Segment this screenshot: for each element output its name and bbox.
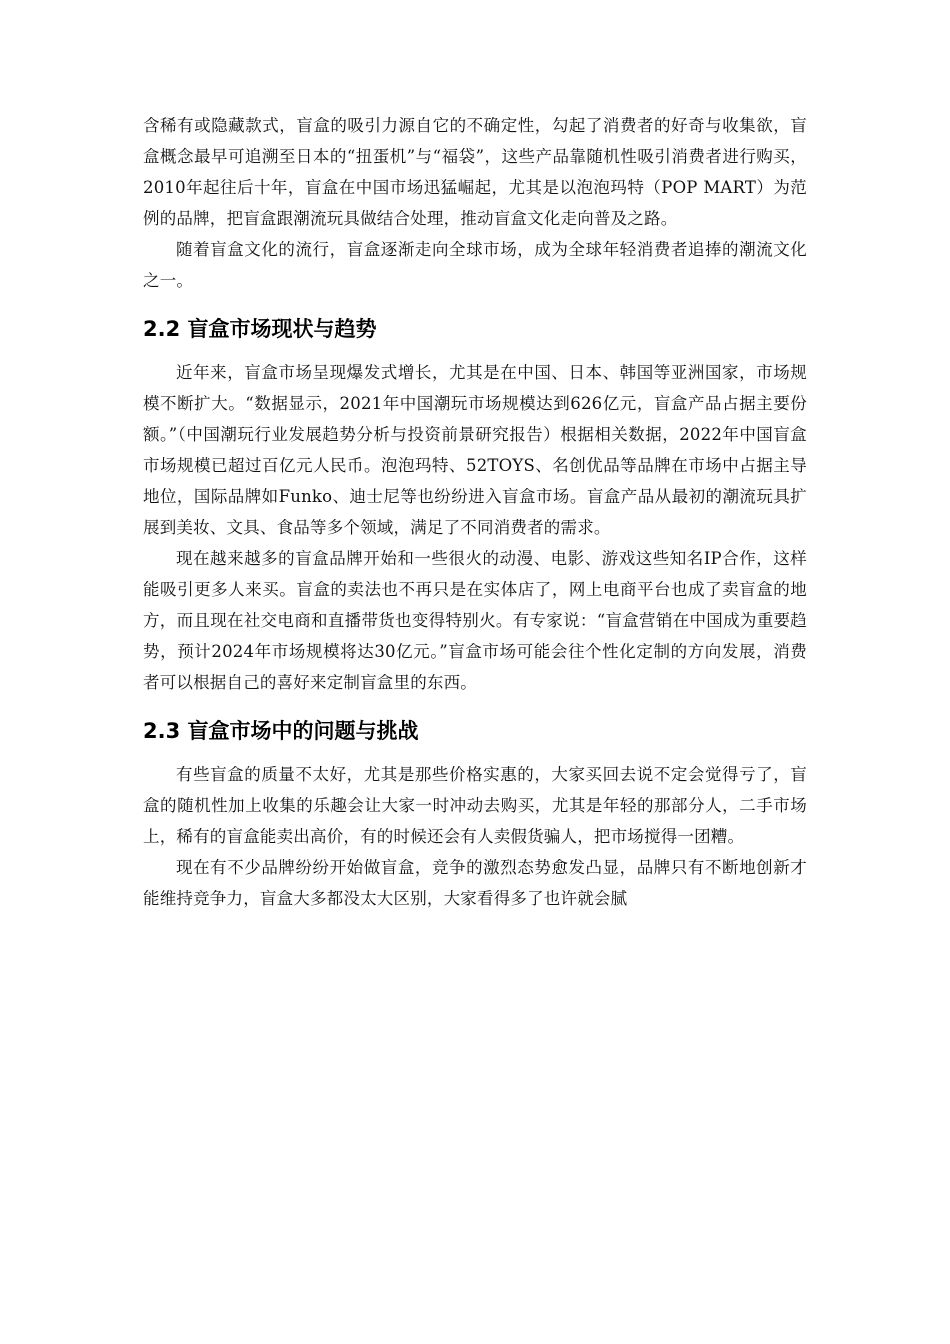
paragraph-market-growth: 近年来，盲盒市场呈现爆发式增长，尤其是在中国、日本、韩国等亚洲国家，市场规模不断扩大。“数据显示，2021年中国潮玩市场规模达到626亿元，盲盒产品占据主要份额。”（中国潮玩行业发展趋势分析与投资前景研究报告）根据相关数据，2022年中国盲盒市场规模已超过百亿元人民币。泡泡玛特、52TOYS、名创优品等品牌在市场中占据主导地位，国际品牌如Funko、迪士尼等也纷纷进入盲盒市场。盲盒产品从最初的潮流玩具扩展到美妆、文具、食品等多个领域，满足了不同消费者的需求。 [143, 363, 807, 537]
section-heading-2-2: 2.2 盲盒市场现状与趋势 [143, 317, 377, 341]
paragraph-blindbox-origin: 含稀有或隐藏款式，盲盒的吸引力源自它的不确定性，勾起了消费者的好奇与收集欲，盲盒概念最早可追溯至日本的“扭蛋机”与“福袋”，这些产品靠随机性吸引消费者进行购买，2010年起往后十年，盲盒在中国市场迅猛崛起，尤其是以泡泡玛特（POP MART）为范例的品牌，把盲盒跟潮流玩具做结合处理，推动盲盒文化走向普及之路。 [143, 116, 807, 228]
paragraph-quality-issues: 有些盲盒的质量不太好，尤其是那些价格实惠的，大家买回去说不定会觉得亏了，盲盒的随机性加上收集的乐趣会让大家一时冲动去购买，尤其是年轻的那部分人，二手市场上，稀有的盲盒能卖出高价，有的时候还会有人卖假货骗人，把市场搅得一团糟。 [143, 765, 807, 846]
paragraph-competition: 现在有不少品牌纷纷开始做盲盒，竞争的激烈态势愈发凸显，品牌只有不断地创新才能维持竞争力，盲盒大多都没太大区别，大家看得多了也许就会腻 [143, 858, 807, 908]
section-heading-2-3: 2.3 盲盒市场中的问题与挑战 [143, 719, 419, 743]
paragraph-global-market: 随着盲盒文化的流行，盲盒逐渐走向全球市场，成为全球年轻消费者追捧的潮流文化之一。 [143, 240, 807, 290]
paragraph-market-trends: 现在越来越多的盲盒品牌开始和一些很火的动漫、电影、游戏这些知名IP合作，这样能吸引更多人来买。盲盒的卖法也不再只是在实体店了，网上电商平台也成了卖盲盒的地方，而且现在社交电商和直播带货也变得特别火。有专家说：“盲盒营销在中国成为重要趋势，预计2024年市场规模将达30亿元。”盲盒市场可能会往个性化定制的方向发展，消费者可以根据自己的喜好来定制盲盒里的东西。 [143, 549, 807, 692]
document-page [143, 110, 807, 914]
